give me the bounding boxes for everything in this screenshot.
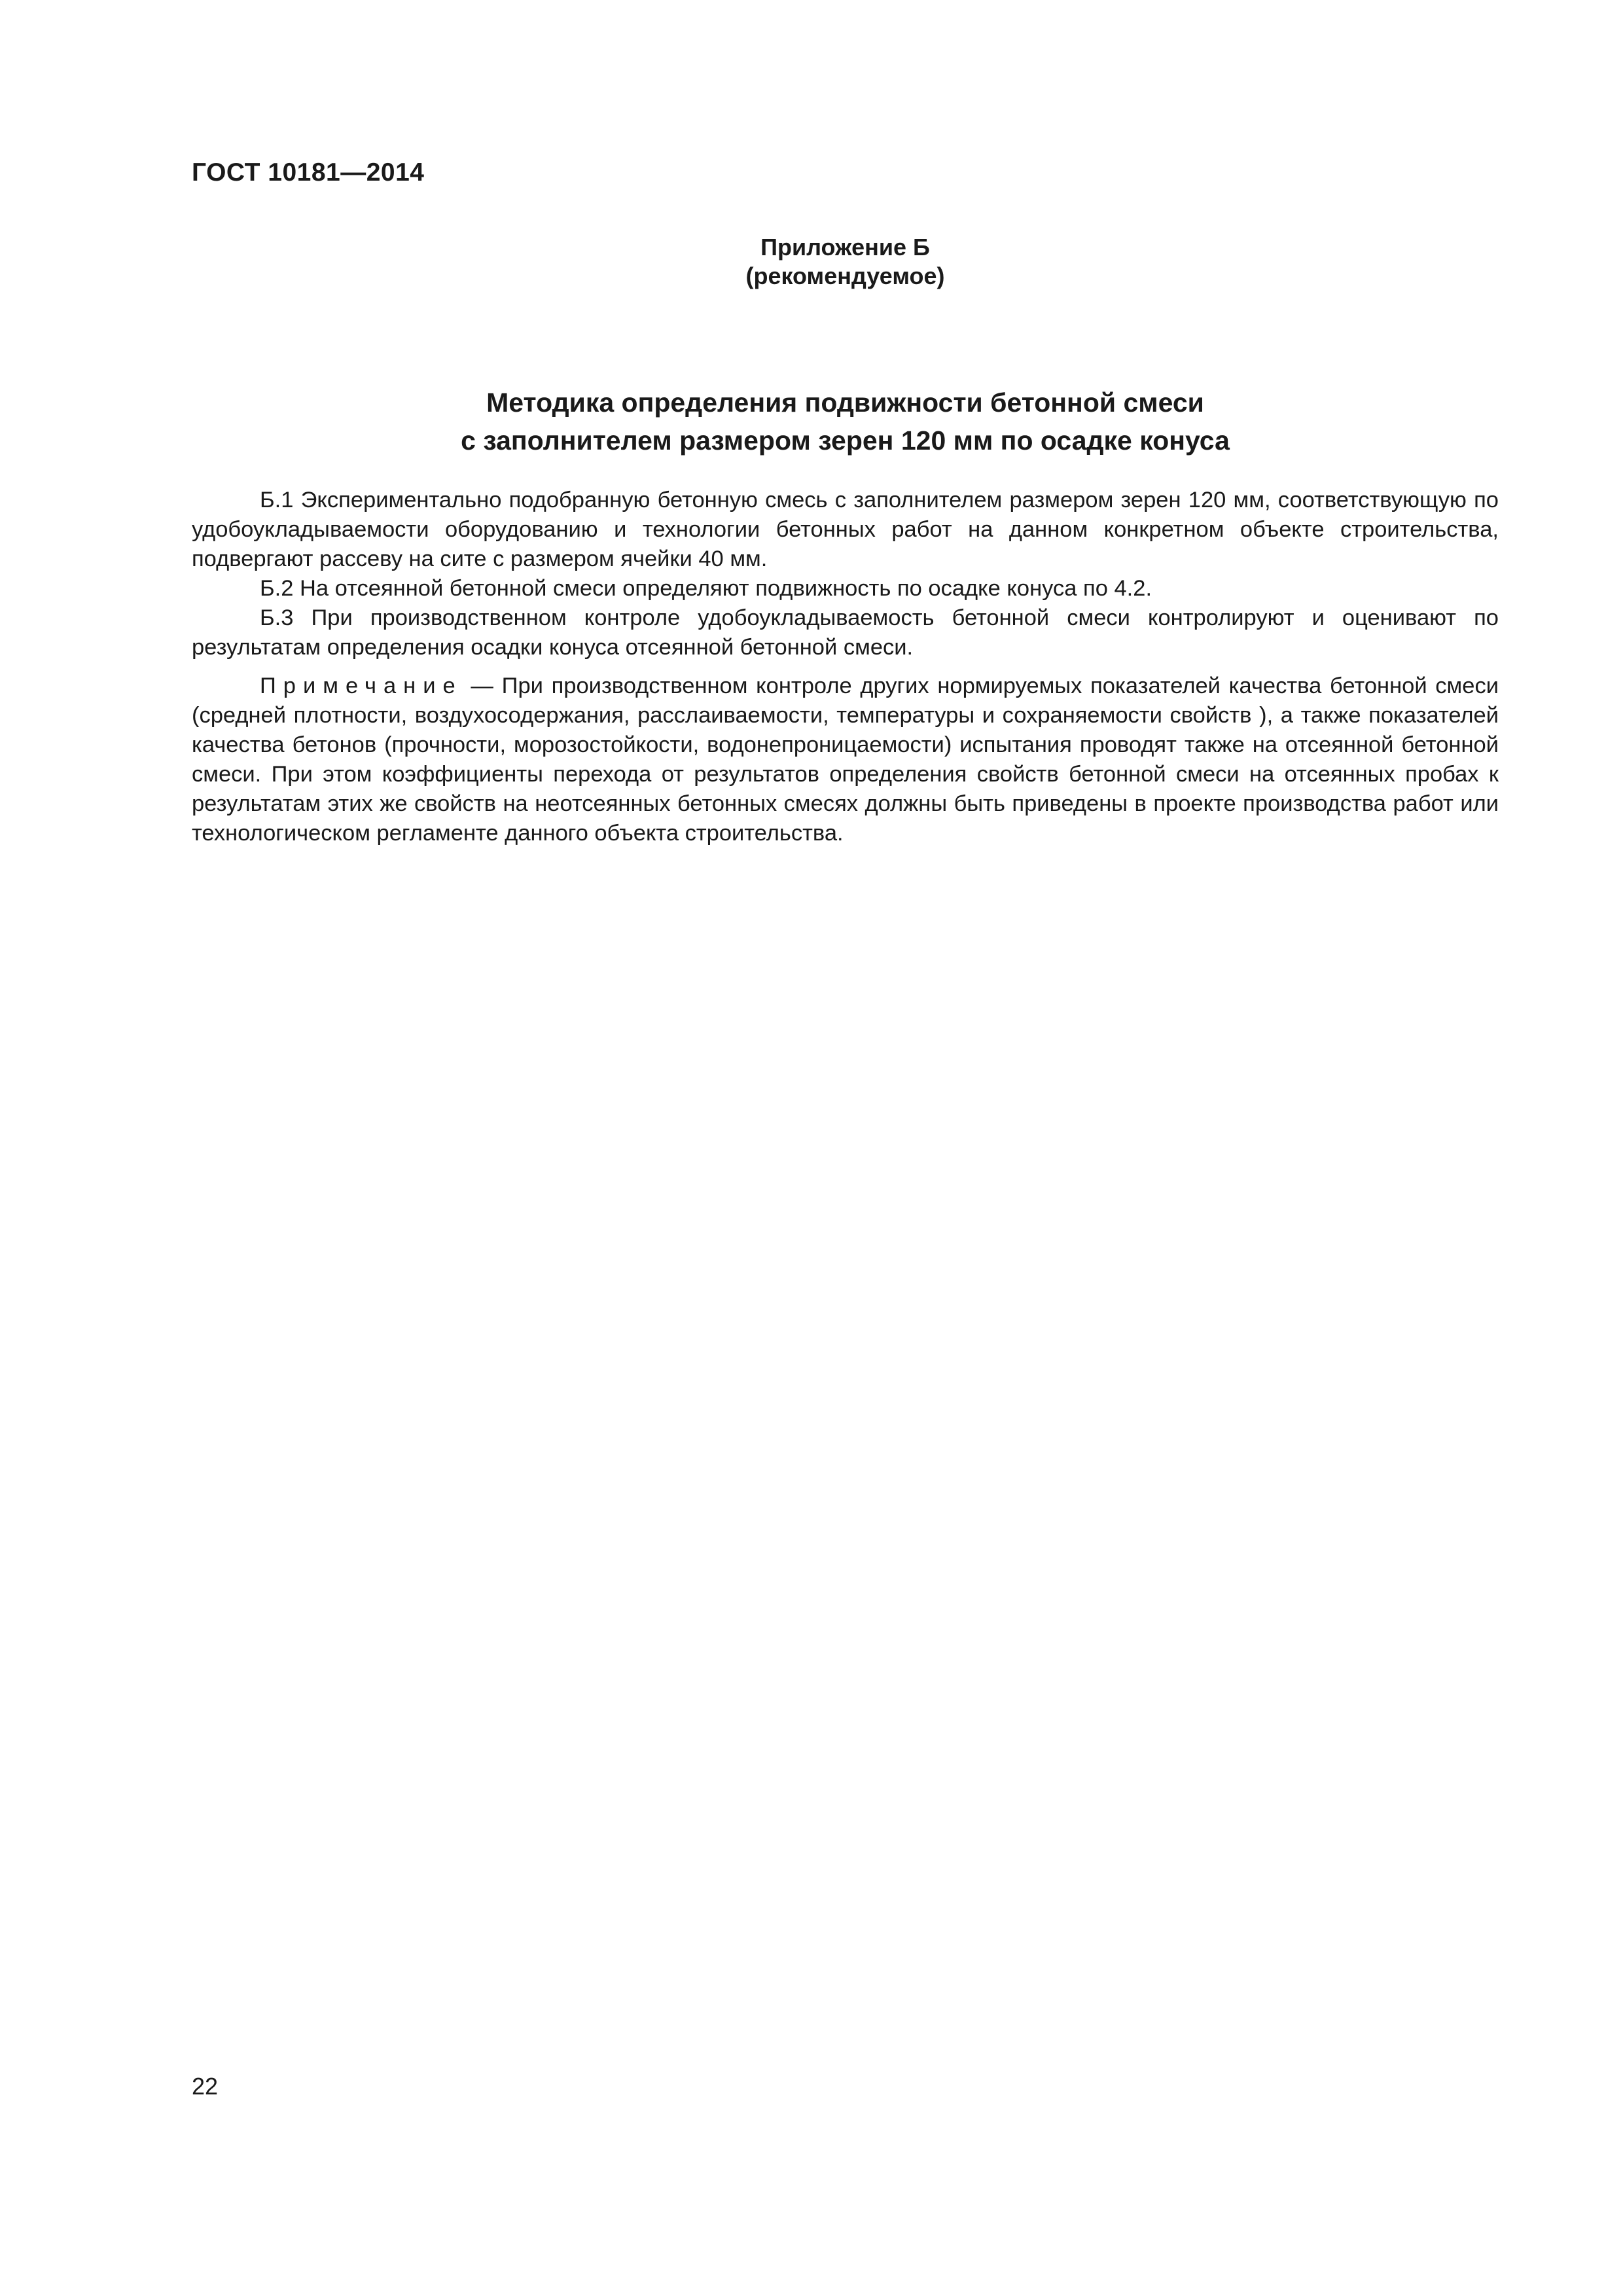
note-label: Примечание bbox=[260, 673, 463, 698]
note-text: — При производственном контроле других нормируемых показателей качества бетонной смеси (средней плотности, воздухосодержания, расслаиваемости, температуры и сохраняемости свойств ), а также показателей качества бетонов (прочности, морозостойкости, водонепроницаемости) испытания проводят также на отсеянной бетонной смеси. При этом коэффициенты перехода от результатов определения свойств бетонной смеси на отсеянных пробах к результатам этих же свойств на неотсеянных бетонных смесях должны быть приведены в проекте производства работ или технологическом регламенте данного объекта строительства. bbox=[192, 673, 1499, 846]
section-title-line-2: с заполнителем размером зерен 120 мм по осадке конуса bbox=[461, 425, 1230, 456]
document-body bbox=[192, 486, 1499, 848]
section-title bbox=[192, 384, 1499, 459]
appendix-title: Приложение Б bbox=[760, 234, 930, 260]
paragraph-b1: Б.1 Экспериментально подобранную бетонную смесь с заполнителем размером зерен 120 мм, соответствующую по удобоукладываемости оборудованию и технологии бетонных работ на данном конкретном объекте строительства, подвергают рассеву на сите с размером ячейки 40 мм. bbox=[192, 488, 1499, 571]
page-number: 22 bbox=[192, 2073, 219, 2100]
appendix-status: (рекомендуемое) bbox=[745, 262, 945, 289]
document-code: ГОСТ 10181—2014 bbox=[192, 158, 425, 187]
note bbox=[192, 672, 1499, 848]
section-title-line-1: Методика определения подвижности бетонной смеси bbox=[486, 387, 1204, 418]
paragraph-b3: Б.3 При производственном контроле удобоукладываемость бетонной смеси контролируют и оценивают по результатам определения осадки конуса отсеянной бетонной смеси. bbox=[192, 605, 1499, 660]
paragraph-b2: Б.2 На отсеянной бетонной смеси определяют подвижность по осадке конуса по 4.2. bbox=[260, 576, 1152, 601]
